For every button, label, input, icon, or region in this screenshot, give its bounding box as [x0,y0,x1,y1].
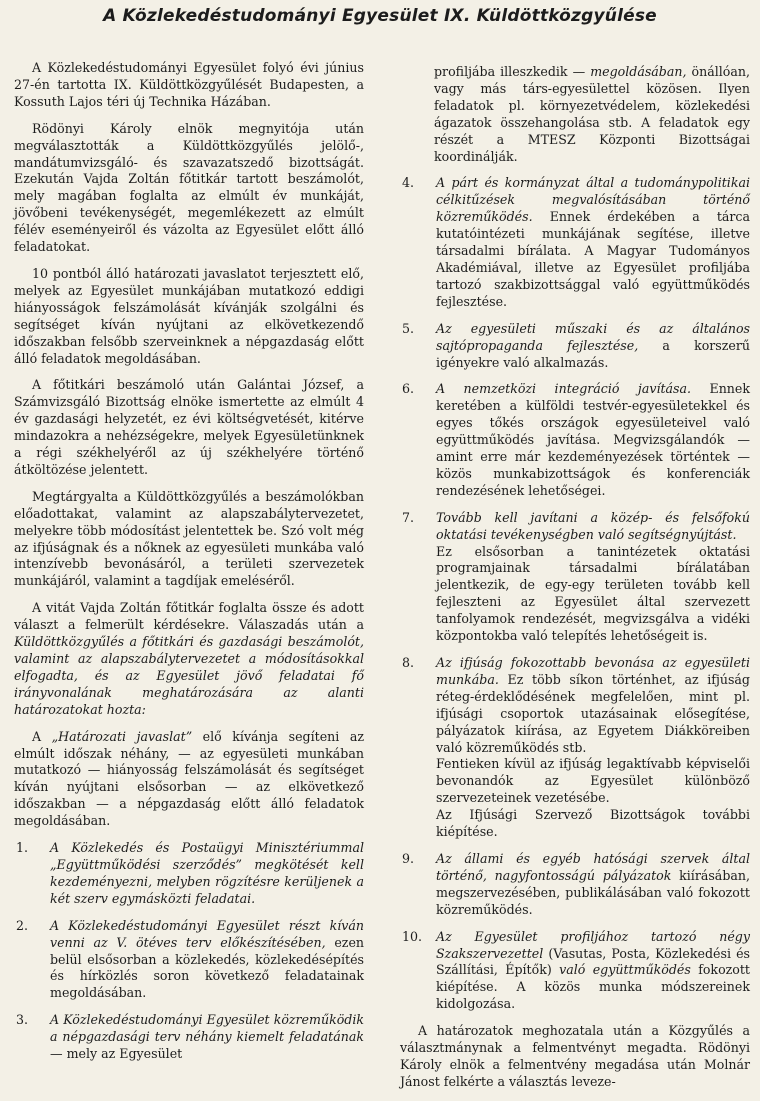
emphasis-run: A Közlekedéstudományi Egyesület részt kíván venni az V. ötéves terv előkészítésében, [50,917,364,950]
list-item [400,175,750,310]
text-run: (Vasutas, Posta, Közlekedési és Szállítási, Építők) [436,945,750,978]
list-item [14,918,364,1003]
text-run: A [32,728,52,744]
emphasis-run: megoldásában, [590,64,687,79]
item-text [436,510,750,645]
item-number: 2. [16,917,29,933]
text-run: Ez elsősorban a tanintézetek oktatási programjainak társadalmi bírálatában jelentkezik, de egy-egy területen tovább kell fejleszteni az Egyesület által szervezett tanfolyamok rendezését, megvizsgálva a vidéki központokba való telepítés lehetőségeit is. [436,543,750,644]
text-run: Az Ifjúsági Szervező Bizottságok további kiépítése. [436,807,750,840]
paragraph: A Közlekedéstudományi Egyesület folyó évi június 27-én tartotta IX. Küldöttközgyűlését Budapesten, a Kossuth Lajos téri új Technika Házában. [14,60,364,109]
item-number: 4. [402,175,415,191]
emphasis-run: Küldöttközgyűlés a főtitkári és gazdasági beszámolót, valamint az alapszabálytervezetet a módosításokkal elfogadta, és az Egyesület jövő feladatai fő irányvonalának meghatározására az alanti határozatokat hozta: [14,634,364,717]
list-item [400,929,750,1014]
paragraph: Rödönyi Károly elnök megnyitója után megválasztották a Küldöttközgyűlés jelölő-, mandátumvizsgáló- és szavazatszedő bizottságát. Ezekután Vajda Zoltán főtitkár tartott beszámolót, mely magában foglalta az elmúlt év munkáját, jövőbeni tevékenységét, megemlékezett az elmúlt félév eseményeiről és vázolta az Egyesület előtt álló feladatokat. [14,120,364,255]
list-item [400,510,750,645]
resolution-list [400,175,750,1013]
item-number: 10. [402,928,423,944]
item-number: 1. [16,840,29,856]
text-run: kiírásában, megszervezésében, publikálásában való fokozott közreműködés. [436,867,750,917]
paragraph [14,600,364,718]
list-item [400,655,750,841]
list-item [400,381,750,499]
emphasis-run: Az állami és egyéb hatósági szervek által történő, nagyfontosságú pályázatok [436,850,750,883]
emphasis-run: Tovább kell javítani a közép- és felsőfokú oktatási tevékenységben való segítségnyújtást. [436,509,750,542]
list-item [400,851,750,919]
item-number: 6. [402,381,415,397]
item-text [436,929,750,1014]
item-text [50,918,364,1003]
article-title: A Közlekedéstudományi Egyesület IX. Küldöttközgyűlése [103,6,657,26]
text-run: elő kívánja segíteni az elmúlt időszak néhány, — az egyesületi munkában mutatkozó — hiányosság felszámolását és segítséget kíván nyújtani elsősorban — az elkövetkező időszakban — a népgazdaság előtt álló feladatok megoldásában. [14,728,364,829]
item-text [50,840,364,908]
item-text [436,655,750,841]
text-run: Ennek keretében a külföldi testvér-egyesületekkel és egyes tőkés országok egyesületeivel való együttműködés javítása. Megvizsgálandók — amint erre már kezdeményezések történtek — közös munkabizottságok és konferenciák rendezésének lehetőségei. [436,381,750,498]
item-text [50,1012,364,1063]
text-run: A vitát Vajda Zoltán főtitkár foglalta össze és adott választ a felmerült kérdésekre. Válaszadás után a [14,600,364,633]
text-run: a korszerű igényekre való alkalmazás. [436,337,750,370]
paragraph [400,64,750,165]
text-run: — mely az Egyesület [50,1046,183,1062]
emphasis-run: Az egyesületi műszaki és az általános sajtópropaganda fejlesztése, [436,320,750,353]
emphasis-run: A nemzetközi integráció javítása. [436,381,692,397]
paragraph: A főtitkári beszámoló után Galántai József, a Számvizsgáló Bizottság elnöke ismertette az elmúlt 4 év gazdasági helyzetét, ez évi költségvetését, kitérve mindazokra a nehézségekre, melyek Egyesületünknek a régi székhelyéről az új székhelyére történő átköltözése jelentett. [14,377,364,477]
emphasis-run: Az ifjúság fokozottabb bevonása az egyesületi munkába. [436,655,750,687]
item-text [436,175,750,310]
list-item [14,840,364,908]
item-text [436,321,750,372]
item-text [436,851,750,919]
emphasis-run: való együttműködés [559,962,691,978]
item-number: 5. [402,320,415,336]
paragraph: 10 pontból álló határozati javaslatot terjesztett elő, melyek az Egyesület munkájában mutatkozó eddigi hiányosságok felszámolását kívánják szolgálni és segítséget kíván nyújtani az elkövetkezendő időszakban felsőbb szerveinknek a népgazdaság előtt álló feladatok megoldásában. [14,265,364,366]
list-item [400,321,750,372]
text-run: Ennek érdekében a tárca kutatóintézeti munkájának segítése, illetve társadalmi bírálata. A Magyar Tudományos Akadémiával, illetve az Egyesület profiljába tartozó szakbizottsággal való együttműködés fejlesztése. [436,209,750,309]
paragraph: Megtárgyalta a Küldöttközgyűlés a beszámolókban előadottakat, valamint az alapszabálytervezetet, melyekre több módosítást jelentettek be. Szó volt még az ifjúságnak és a nőknek az egyesületi munkába való intenzívebb bevonásáról, a területi szervezetek munkájáról, valamint a tagdíjak emeléséről. [14,488,364,589]
item-number: 8. [402,655,415,670]
emphasis-run: A Közlekedéstudományi Egyesület közreműködik a népgazdasági terv néhány kiemelt feladatának [50,1012,364,1045]
emphasis-run: Az Egyesület profiljához tartozó négy Szakszervezettel [436,928,750,961]
paragraph [14,729,364,830]
text-run: önállóan, vagy más társ-egyesülettel közösen. Ilyen feladatok pl. környezetvédelem, közlekedési ágazatok összehangolása stb. A feladatok egy részét a MTESZ Központi Bizottságai koordinálják. [434,64,750,164]
emphasis-run: A Közlekedés és Postaügyi Minisztériummal „Együttműködési szerződés” megkötését kell kezdeményezni, melyben rögzítésre kerüljenek a két szerv egymásközti feladatai. [50,840,364,906]
text-run: profiljába illeszkedik — [434,64,591,79]
item-number: 3. [16,1012,29,1028]
item-number: 7. [402,509,415,525]
emphasis-run: A párt és kormányzat által a tudománypolitikai célkitűzések megvalósításában történő közreműködés. [436,175,750,225]
text-run: ezen belül elsősorban a közlekedés, közlekedésépítés és hírközlés soron következő feladatainak megoldásában. [50,934,365,1001]
list-item [14,1012,364,1063]
resolution-list [14,840,364,1063]
text-run: Fentieken kívül az ifjúság legaktívabb képviselői bevonandók az Egyesület különböző szervezeteinek vezetésébe. [436,756,750,806]
right-column [400,64,750,1101]
item-text [436,381,750,499]
left-column [14,60,364,1073]
paragraph: A határozatok meghozatala után a Közgyűlés a választmánynak a felmentvényt megadta. Rödönyi Károly elnök a felmentvény megadása után Molnár Jánost felkérte a választás leveze- [400,1023,750,1089]
text-run: fokozott kiépítése. A közös munka módszereinek kidolgozása. [436,962,750,1012]
item-number: 9. [402,850,415,866]
emphasis-run: „Határozati javaslat” [51,728,193,744]
text-run: Ez több síkon történhet, az ifjúság réteg-érdeklődésének megfelelően, mint pl. ifjúsági csoportok utazásainak elősegítése, pályázatok kiírása, az Egyetem Diákköreiben való közreműködés stb. [436,671,750,755]
